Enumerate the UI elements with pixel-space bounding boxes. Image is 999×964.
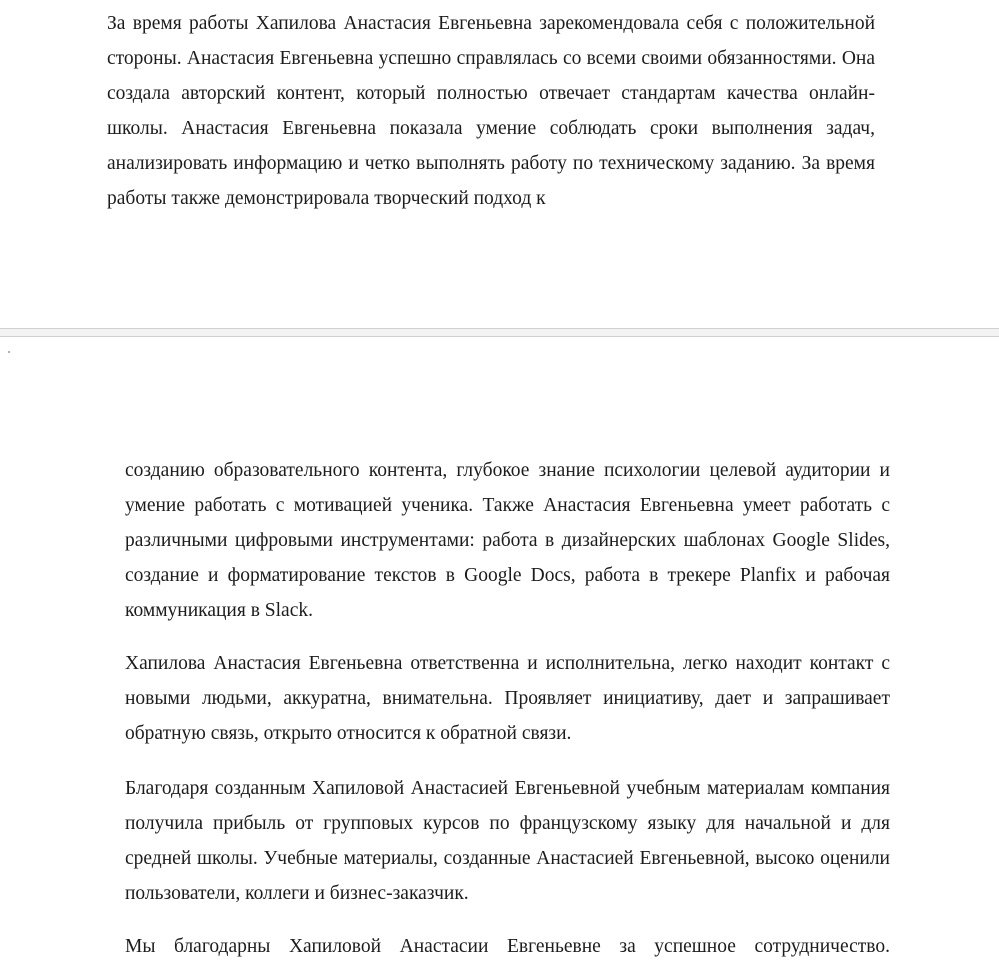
page2-paragraph-4: Мы благодарны Хапиловой Анастасии Евгеньевне за успешное сотрудничество. [125, 936, 890, 957]
page-separator [0, 328, 999, 337]
scan-artifact-dot [8, 351, 10, 353]
page1-paragraph: За время работы Хапилова Анастасия Евгеньевна зарекомендовала себя с положительной стороны. Анастасия Евгеньевна успешно справлялась со всеми своими обязанностями. Она создала авторский контент, который полностью отвечает стандартам качества онлайн-школы. Анастасия Евгеньевна показала умение соблюдать сроки выполнения задач, анализировать информацию и четко выполнять работу по техническому заданию. За время работы также демонстрировала творческий подход к [107, 13, 875, 209]
document-page-2 [0, 337, 999, 963]
page2-paragraph-1: созданию образовательного контента, глубокое знание психологии целевой аудитории и умение работать с мотивацией ученика. Также Анастасия Евгеньевна умеет работать с различными цифровыми инструментами: работа в дизайнерских шаблонах Google Slides, создание и форматирование текстов в Google Docs, работа в трекере Planfix и рабочая коммуникация в Slack. [125, 460, 890, 621]
page2-paragraph-2: Хапилова Анастасия Евгеньевна ответственна и исполнительна, легко находит контакт с новыми людьми, аккуратна, внимательна. Проявляет инициативу, дает и запрашивает обратную связь, открыто относится к обратной связи. [125, 653, 890, 744]
page2-paragraph-3: Благодаря созданным Хапиловой Анастасией Евгеньевной учебным материалам компания получила прибыль от групповых курсов по французскому языку для начальной и для средней школы. Учебные материалы, созданные Анастасией Евгеньевной, высоко оценили пользователи, коллеги и бизнес-заказчик. [125, 778, 890, 904]
document-page-1 [0, 0, 999, 328]
